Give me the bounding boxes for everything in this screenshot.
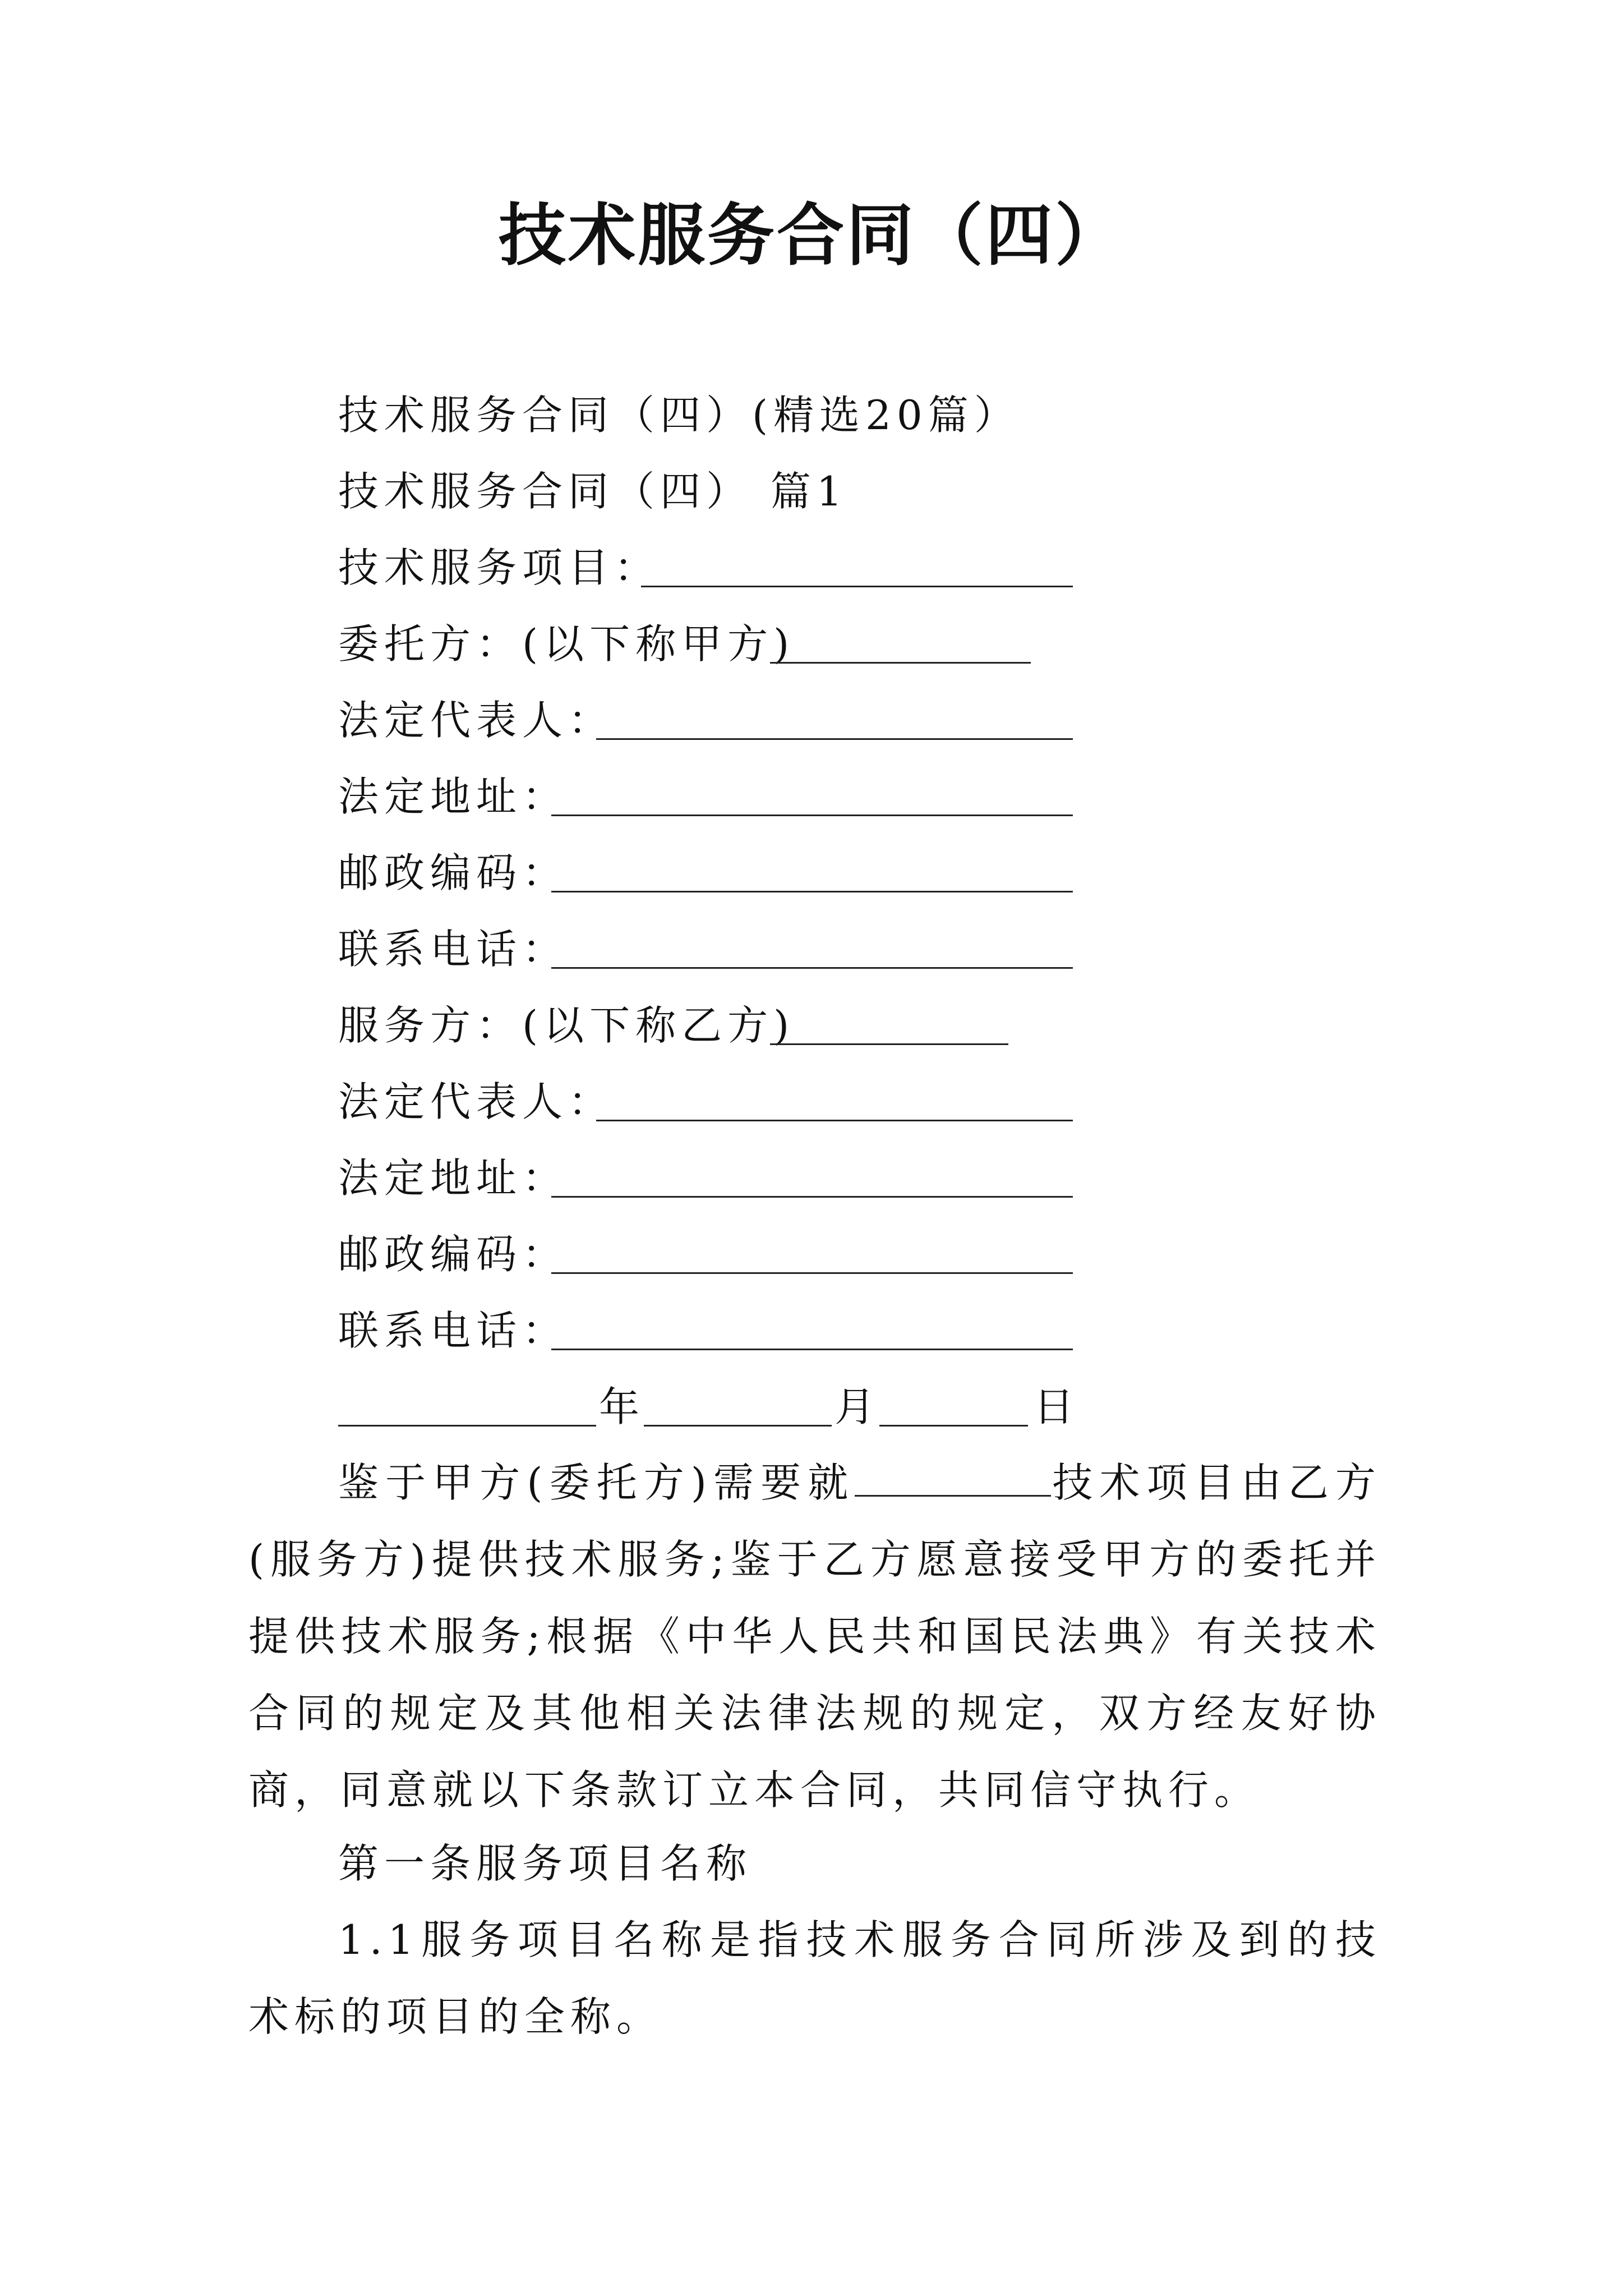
field-label: 服务方：(以下称乙方)	[338, 1002, 795, 1049]
fill-line	[770, 662, 1031, 664]
field-label: 法定代表人：	[338, 697, 615, 744]
fill-line	[551, 1272, 1073, 1274]
document-title: 技术服务合同（四）	[499, 196, 1124, 275]
date-day-label: 日	[1034, 1383, 1080, 1430]
fill-line	[551, 1349, 1073, 1350]
fill-line	[770, 1043, 1008, 1045]
fill-line	[551, 815, 1073, 816]
fill-line	[641, 586, 1073, 587]
preamble-part2: 技术项目由乙方(服务方)提供技术服务;鉴于乙方愿意接受甲方的委托并提供技术服务;根据《中华人民共和国民法典》有关技术合同的规定及其他相关法律法规的规定，双方经友好协商，同意就以下条款订立本合同，共同信守执行。	[248, 1459, 1381, 1814]
field-label: 法定代表人：	[338, 1078, 615, 1125]
year-fill-line	[338, 1425, 596, 1427]
field-label: 邮政编码：	[338, 849, 569, 896]
date-month-label: 月	[834, 1383, 881, 1430]
preamble-paragraph	[248, 1444, 1381, 1829]
field-label: 技术服务项目：	[338, 544, 661, 591]
field-label: 委托方：(以下称甲方)	[338, 620, 795, 668]
fill-line	[596, 1120, 1073, 1121]
fill-line	[551, 891, 1073, 892]
field-label: 法定地址：	[338, 773, 569, 820]
article-1-heading: 第一条服务项目名称	[338, 1840, 753, 1887]
project-fill-line	[855, 1456, 1051, 1497]
fill-line	[551, 1196, 1073, 1198]
preamble-part1: 鉴于甲方(委托方)需要就	[338, 1459, 855, 1506]
article-1-1-paragraph: 1.1服务项目名称是指技术服务合同所涉及到的技术标的项目的全称。	[248, 1916, 1381, 2040]
field-label: 联系电话：	[338, 1307, 569, 1354]
field-label: 法定地址：	[338, 1154, 569, 1202]
month-fill-line	[644, 1425, 832, 1427]
day-fill-line	[879, 1425, 1028, 1427]
section-heading: 技术服务合同（四） 篇1	[338, 468, 848, 515]
field-label: 邮政编码：	[338, 1231, 569, 1278]
subtitle: 技术服务合同（四）(精选20篇）	[338, 392, 1020, 439]
fill-line	[596, 738, 1073, 740]
field-label: 联系电话：	[338, 926, 569, 973]
fill-line	[551, 967, 1073, 969]
date-line	[338, 1379, 1078, 1435]
date-year-label: 年	[599, 1383, 645, 1430]
